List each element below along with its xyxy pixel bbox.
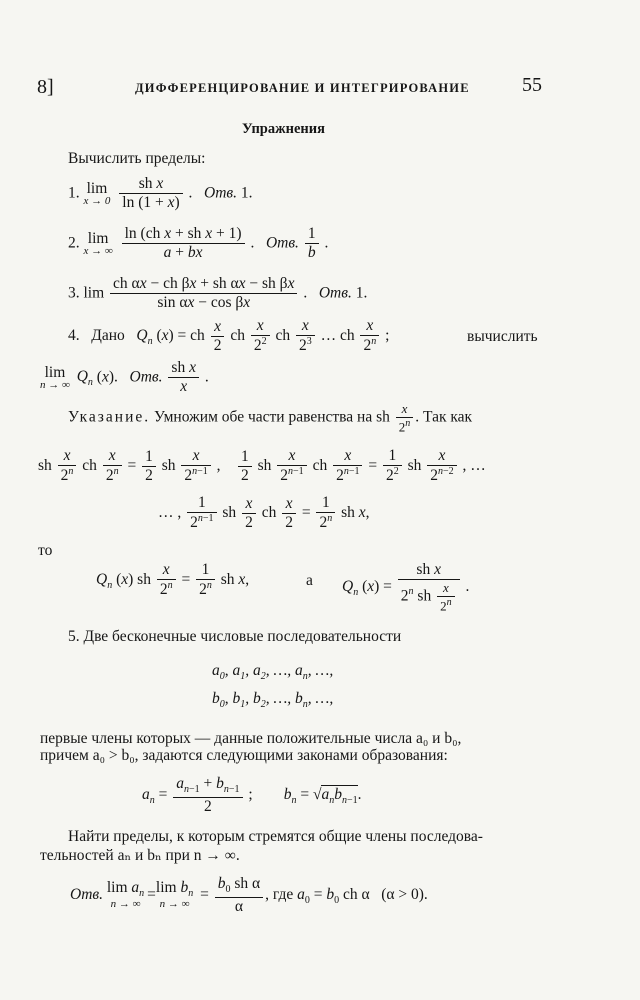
answer-fraction: $\frac{\text{sh x}}{x}$ [168,360,199,396]
fraction: $\frac{1}{2^{n-1}}$ [187,495,216,532]
fraction: $\frac{x}{2^n}$ [157,562,176,599]
hint-formula-1: sh $\frac{x}{2^n}$ ch $\frac{x}{2^n}$ = $\frac{1}{2}$ sh $\frac{x}{2^{n-1}}$ , $\frac{1}{2}$ sh $\frac{x}{2^{n-1}}$ ch $\frac{x}{2^{n-1}}$ = $\frac{1}{2^2}$ sh $\frac{x}{2^{n-2}}$ , … [38,447,486,485]
fraction: $\frac{x}{2}$ [242,496,256,532]
where-word: , где [265,886,294,903]
answer-label: Отв. [204,184,238,202]
limit: lim x → 0 [83,179,111,208]
and-word: а [306,572,313,589]
section-title: Упражнения [242,121,325,137]
running-title: ДИФФЕРЕНЦИРОВАНИЕ И ИНТЕГРИРОВАНИЕ [135,81,470,95]
to-word: то [38,542,53,559]
fraction: $\frac{x}{2^{n-2}}$ [427,448,456,485]
exercise-4-answer: lim n → ∞ $Q_n$ (x). Отв. $\frac{\text{sh x}}{x}$ . [40,359,209,396]
fraction: $\frac{x}{2^2}$ [251,318,270,355]
fraction: sh x 2$^n$ sh $\frac{x}{2^n}$ [398,562,460,613]
section-number: 8] [37,76,54,98]
hint-line [68,402,472,434]
exercise-number: 3. [68,284,80,302]
fraction: $\frac{1}{2^n}$ [316,495,335,532]
answer-label: Отв. [265,234,299,252]
fraction: $\frac{1}{2}$ [142,449,156,485]
fraction: $\frac{x}{2}$ [282,496,296,532]
exercise-5-para-4: тельностей aₙ и bₙ при n → ∞. [40,847,240,864]
fraction: $\frac{b_0 sh \alpha}{\alpha}$ [215,876,263,915]
fraction: $\frac{1}{2^2}$ [383,448,402,485]
fraction: $\frac{x}{2^{n-1}}$ [333,448,362,485]
hint-text: Умножим обе части равенства на sh [154,408,390,426]
limit: lim n → ∞ [40,363,70,392]
limit: lim x → ∞ [83,229,113,258]
exercise-number: 5. [68,628,80,645]
hint-label: Указание. [68,408,151,426]
fraction: $\frac{\text{ch αx − ch βx + sh αx − sh βx}}{\text{sin αx − cos βx}}$ [110,276,297,312]
page-number: 55 [522,74,542,96]
fraction: $\frac{x}{2^{n-1}}$ [277,448,306,485]
exercise-2: 2. lim x → ∞ $\frac{\text{ln (ch x + sh x + 1)}}{a + bx}$ . Отв. $\frac{1}{b}$ . [68,225,329,262]
fraction: $\frac{a_{n-1} + b_{n-1}}{2}$ [173,776,242,815]
fraction: $\frac{x}{2^n}$ [396,402,414,434]
exercise-5-para-1: первые члены которых — данные положительные числа a₀ и b₀, [40,730,462,747]
fraction: $\frac{x}{2^{n-1}}$ [181,448,210,485]
exercise-5-text: Две бесконечные числовые последовательности [83,628,402,645]
hint-formula-4: $Q_n$ (x) = sh x 2$^n$ sh $\frac{x}{2^n}$ . [342,561,470,614]
hint-tail: . Так как [415,408,473,426]
exercise-5-para-2: причем a₀ > b₀, задаются следующими законами образования: [40,747,448,764]
hint-formula-2: … , $\frac{1}{2^{n-1}}$ sh $\frac{x}{2}$ ch $\frac{x}{2}$ = $\frac{1}{2^n}$ sh x, [158,494,370,532]
answer-value: 1. [355,284,368,302]
fraction: $\frac{x}{2^n}$ [360,318,379,355]
exercise-number: 2. [68,234,80,252]
exercise-5 [68,628,401,646]
answer-label: Отв. [129,368,163,386]
fraction: $\frac{\text{ln (ch x + sh x + 1)}}{a + bx}$ [122,226,245,262]
limit: $\lim a_n$ n → ∞ [106,879,145,911]
compute-word: вычислить [467,328,538,345]
sequence-a: $a_0$, $a_1$, $a_2$, …, $a_n$, …, [212,662,334,683]
fraction: $\frac{1}{2}$ [238,449,252,485]
given-word: Дано [91,326,125,344]
fraction: $\frac{\text{sh x}}{\ln (1 + x)}$ [119,176,182,212]
exercise-4: 4. Дано $Q_n$ (x) = ch $\frac{x}{2}$ ch $\frac{x}{2^2}$ ch $\frac{x}{2^3}$ … ch $\frac{x}{2^n}$ ; [68,317,390,355]
exercise-5-answer: Отв. $\lim a_n$ n → ∞ =lim $b_n$ n → ∞ = $\frac{b_0 sh \alpha}{\alpha}$ , где $a_0 = b_0$ ch α (α > 0). [70,875,428,915]
answer-label: Отв. [318,284,352,302]
answer-fraction: $\frac{1}{b}$ [305,226,319,262]
fraction: $\frac{1}{2^n}$ [196,562,215,599]
exercise-5-para-3: Найти пределы, к которым стремятся общие члены последова- [68,828,483,845]
fraction: $\frac{x}{2^n}$ [58,448,77,485]
exercise-number: 1. [68,184,80,202]
sequence-b: $b_0$, $b_1$, $b_2$, …, $b_n$, …, [212,690,334,711]
recurrence-formula: $a_n$ = $\frac{a_{n-1} + b_{n-1}}{2}$ ; $b_n = √a_nb_{n-1}$. [142,775,362,815]
hint-formula-3: $Q_n$ (x) sh $\frac{x}{2^n}$ = $\frac{1}{2^n}$ sh x, [96,561,250,599]
limit: $\lim b_n$ n → ∞ [155,879,194,911]
fraction: $\frac{x}{2^3}$ [296,318,315,355]
intro-text: Вычислить пределы: [68,150,206,167]
fraction: $\frac{x}{2^n}$ [103,448,122,485]
exercise-number: 4. [68,326,80,344]
exercise-1: 1. lim x → 0 $\frac{\text{sh x}}{\ln (1 + x)}$ . Отв. 1. [68,175,253,212]
fraction: $\frac{x}{2}$ [211,319,225,355]
answer-value: 1. [240,184,253,202]
exercise-3: 3. lim $\frac{\text{ch αx − ch βx + sh αx − sh βx}}{\text{sin αx − cos βx}}$ . Отв. 1. [68,275,368,312]
answer-label: Отв. [70,886,103,903]
